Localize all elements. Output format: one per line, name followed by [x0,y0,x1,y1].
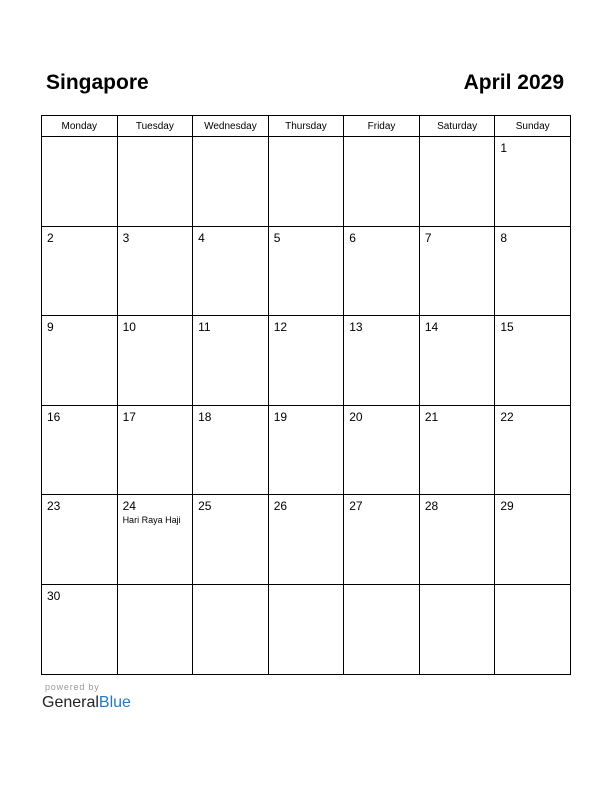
day-number: 27 [349,499,363,514]
day-cell [495,405,571,495]
day-cell [193,584,269,674]
day-number [118,585,193,590]
day-number: 28 [424,499,439,514]
brand-general-text: General [42,694,99,711]
day-cell [344,495,420,585]
day-cell [193,137,269,227]
weekday-header: Thursday [268,116,344,137]
day-cell [344,584,420,674]
day-cell [42,316,118,406]
day-number: 29 [500,499,514,514]
day-cell [419,495,495,585]
day-number: 16 [47,409,61,424]
weekday-header: Tuesday [117,116,193,137]
generalblue-logo[interactable] [42,694,131,712]
day-number: 17 [122,409,136,424]
day-number [269,585,344,590]
day-number: 2 [47,230,54,245]
day-cell [117,137,193,227]
day-cell [268,495,344,585]
week-row [42,316,571,406]
day-number: 26 [273,499,288,514]
day-cell [42,226,118,316]
day-number: 13 [349,320,363,335]
day-number: 20 [349,409,363,424]
day-cell [117,316,193,406]
day-number: 15 [500,320,514,335]
day-cell [117,495,193,585]
day-cell [344,226,420,316]
day-number: 9 [47,320,54,335]
day-cell [117,226,193,316]
day-number: 25 [198,499,212,514]
day-cell [495,226,571,316]
day-number [269,137,344,142]
weekday-header: Sunday [495,116,571,137]
calendar-grid [41,115,571,675]
day-cell [268,316,344,406]
weekday-header-row [42,116,571,137]
day-number: 5 [273,230,281,245]
week-row [42,405,571,495]
day-cell [42,405,118,495]
day-cell [193,316,269,406]
day-cell [495,316,571,406]
day-cell [193,495,269,585]
day-number: 1 [500,141,508,155]
day-cell [42,495,118,585]
day-cell [193,226,269,316]
day-number: 22 [500,409,514,424]
day-number: 7 [424,230,432,245]
day-cell [419,316,495,406]
powered-by-label: powered by [45,682,100,692]
day-cell [419,584,495,674]
day-cell [268,405,344,495]
day-number: 18 [198,409,212,424]
day-number [193,585,268,590]
day-number: 11 [198,320,211,335]
week-row [42,226,571,316]
brand-blue-text: Blue [98,694,131,711]
weekday-header: Monday [42,116,118,137]
day-number [420,585,495,590]
day-cell [419,405,495,495]
day-number [344,137,419,142]
holiday-label: Hari Raya Haji [122,515,181,526]
week-row [42,495,571,585]
day-cell [419,226,495,316]
weekday-header: Friday [344,116,420,137]
weekday-header: Saturday [419,116,495,137]
day-number: 14 [424,320,439,335]
day-cell [344,137,420,227]
day-cell [495,495,571,585]
day-cell [268,226,344,316]
day-cell [117,584,193,674]
day-cell [344,405,420,495]
weekday-header: Wednesday [193,116,269,137]
calendar-month-title: April 2029 [463,71,564,94]
day-number [118,137,193,142]
day-number: 21 [424,409,439,424]
day-number [193,137,268,142]
day-cell [495,137,571,227]
day-number: 6 [349,230,356,245]
day-number [344,585,419,590]
calendar-country-title: Singapore [46,71,149,94]
week-row [42,137,571,227]
day-number: 8 [500,230,508,245]
day-cell [268,137,344,227]
day-cell [193,405,269,495]
day-number: 3 [122,230,130,245]
day-number [495,585,570,590]
day-cell [42,584,118,674]
day-number: 12 [273,320,288,335]
day-number: 23 [47,499,61,514]
day-number [420,137,495,142]
day-number: 30 [47,588,61,603]
week-row [42,584,571,674]
day-cell [419,137,495,227]
day-cell [117,405,193,495]
day-number: 24 [122,499,136,514]
day-number: 4 [198,230,205,245]
day-number: 19 [273,409,288,424]
day-cell [344,316,420,406]
day-number [42,137,117,142]
day-cell [42,137,118,227]
day-number: 10 [122,320,136,335]
day-cell [495,584,571,674]
day-cell [268,584,344,674]
